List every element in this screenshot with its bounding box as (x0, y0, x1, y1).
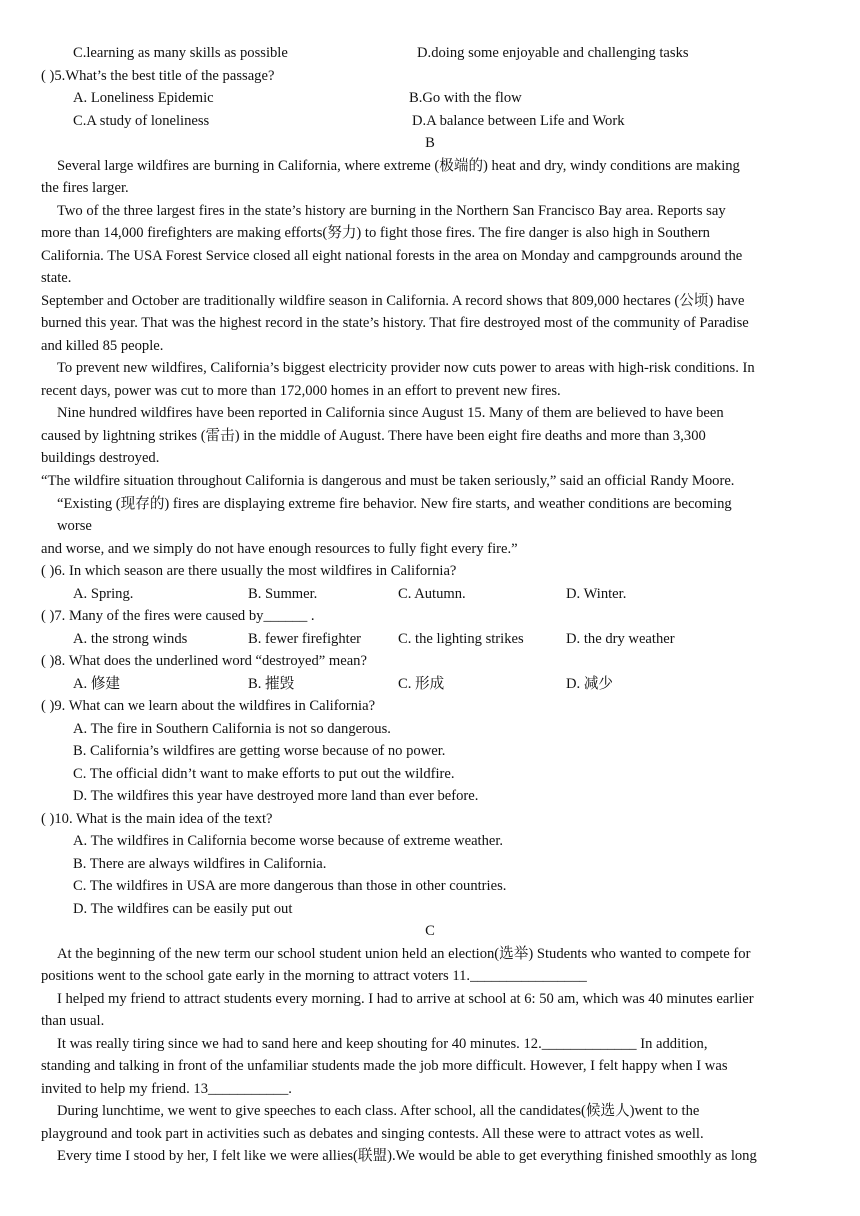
question-10-option-a: A. The wildfires in California become worse because of extreme weather. (73, 833, 504, 849)
passage-b-line: To prevent new wildfires, California’s biggest electricity provider now cuts power to areas with high-risk conditions. In (57, 360, 755, 376)
question-7-option-a: A. the strong winds (73, 631, 188, 647)
question-6-stem: ( )6. In which season are there usually the most wildfires in California? (41, 563, 457, 579)
question-7-option-d: D. the dry weather (566, 631, 675, 647)
passage-b-line: California. The USA Forest Service closed all eight national forests in the area on Monday and campgrounds around the (41, 248, 743, 264)
passage-b-line: buildings destroyed. (41, 450, 160, 466)
question-8-option-c: C. 形成 (398, 676, 445, 692)
question-5-stem: ( )5.What’s the best title of the passage? (41, 68, 275, 84)
question-10-stem: ( )10. What is the main idea of the text? (41, 811, 273, 827)
question-6-option-c: C. Autumn. (398, 586, 466, 602)
passage-b-line: the fires larger. (41, 180, 129, 196)
passage-c-line: At the beginning of the new term our school student union held an election(选举) Students who wanted to compete for (57, 946, 751, 962)
passage-c-line: I helped my friend to attract students every morning. I had to arrive at school at 6: 50 am, which was 40 minutes earlier (57, 991, 754, 1007)
passage-c-line: positions went to the school gate early in the morning to attract voters 11.________________ (41, 968, 587, 984)
passage-b-line: and killed 85 people. (41, 338, 164, 354)
question-6-option-a: A. Spring. (73, 586, 134, 602)
question-10-option-c: C. The wildfires in USA are more dangerous than those in other countries. (73, 878, 507, 894)
passage-c-line: It was really tiring since we had to sand here and keep shouting for 40 minutes. 12._____________ In addition, (57, 1036, 708, 1052)
question-9-option-d: D. The wildfires this year have destroyed more land than ever before. (73, 788, 479, 804)
question-10-option-b: B. There are always wildfires in California. (73, 856, 327, 872)
question-7-option-c: C. the lighting strikes (398, 631, 524, 647)
section-c-label: C (425, 923, 435, 939)
passage-b-line: state. (41, 270, 72, 286)
question-8-option-d: D. 减少 (566, 676, 614, 692)
passage-c-line: During lunchtime, we went to give speeches to each class. After school, all the candidates(候选人)went to the (57, 1103, 700, 1119)
question-7-option-b: B. fewer firefighter (248, 631, 362, 647)
passage-b-line: more than 14,000 firefighters are making efforts(努力) to fight those fires. The fire danger is also high in Southern (41, 225, 710, 241)
passage-b-line: burned this year. That was the highest record in the state’s history. That fire destroyed most of the community of Paradise (41, 315, 749, 331)
passage-b-line: recent days, power was cut to more than 172,000 homes in an effort to prevent new fires. (41, 383, 561, 399)
question-9-option-b: B. California’s wildfires are getting worse because of no power. (73, 743, 446, 759)
passage-b-line: and worse, and we simply do not have enough resources to fully fight every fire.” (41, 541, 518, 557)
question-5-option-a: A. Loneliness Epidemic (73, 90, 214, 106)
section-b-label: B (425, 135, 435, 151)
question-9-stem: ( )9. What can we learn about the wildfires in California? (41, 698, 376, 714)
passage-b-line: Nine hundred wildfires have been reported in California since August 15. Many of them are believed to have been (57, 405, 724, 421)
passage-c-line: invited to help my friend. 13___________. (41, 1081, 292, 1097)
question-6-option-d: D. Winter. (566, 586, 627, 602)
question-8-option-b: B. 摧毁 (248, 676, 295, 692)
passage-b-line: “Existing (现存的) fires are displaying extreme fire behavior. New fire starts, and weather conditions are becoming (57, 496, 732, 512)
passage-c-line: standing and talking in front of the unfamiliar students made the job more difficult. However, I felt happy when I was (41, 1058, 728, 1074)
question-7-stem: ( )7. Many of the fires were caused by______ . (41, 608, 315, 624)
passage-b-line: Two of the three largest fires in the state’s history are burning in the Northern San Francisco Bay area. Reports say (57, 203, 726, 219)
question-8-stem: ( )8. What does the underlined word “destroyed” mean? (41, 653, 367, 669)
question-5-option-d: D.A balance between Life and Work (412, 113, 625, 129)
question-8-option-a: A. 修建 (73, 676, 121, 692)
option-c: C.learning as many skills as possible (73, 45, 288, 61)
passage-b-line: worse (57, 518, 92, 534)
passage-b-line: “The wildfire situation throughout California is dangerous and must be taken seriously,” said an official Randy Moore. (41, 473, 735, 489)
passage-c-line: than usual. (41, 1013, 105, 1029)
question-5-option-b: B.Go with the flow (409, 90, 522, 106)
passage-b-line: September and October are traditionally wildfire season in California. A record shows that 809,000 hectares (公顷) have (41, 293, 745, 309)
option-d: D.doing some enjoyable and challenging tasks (417, 45, 689, 61)
passage-b-line: Several large wildfires are burning in California, where extreme (极端的) heat and dry, windy conditions are making (57, 158, 740, 174)
question-6-option-b: B. Summer. (248, 586, 318, 602)
question-10-option-d: D. The wildfires can be easily put out (73, 901, 293, 917)
question-9-option-a: A. The fire in Southern California is not so dangerous. (73, 721, 391, 737)
passage-c-line: Every time I stood by her, I felt like we were allies(联盟).We would be able to get everything finished smoothly as long (57, 1148, 757, 1164)
passage-b-line: caused by lightning strikes (雷击) in the middle of August. There have been eight fire deaths and more than 3,300 (41, 428, 706, 444)
question-5-option-c: C.A study of loneliness (73, 113, 210, 129)
question-9-option-c: C. The official didn’t want to make efforts to put out the wildfire. (73, 766, 455, 782)
passage-c-line: playground and took part in activities such as debates and singing contests. All these were to attract votes as well. (41, 1126, 704, 1142)
